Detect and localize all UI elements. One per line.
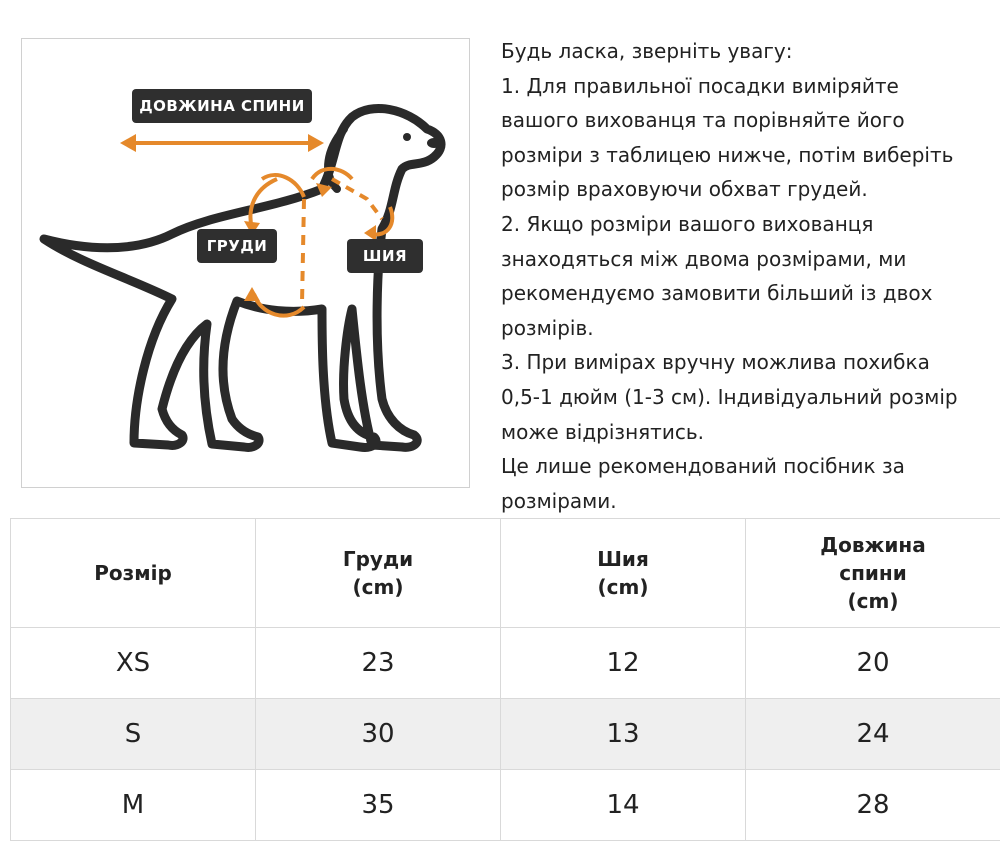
notes-line: розмір враховуючи обхват грудей. — [501, 177, 868, 202]
header-size: Розмір — [11, 519, 256, 628]
table-row — [11, 628, 1000, 699]
neck-label: ШИЯ — [347, 239, 423, 273]
notes-line: знаходяться між двома розмірами, ми — [501, 246, 907, 271]
cell-chest: 35 — [256, 770, 501, 841]
cell-back-length: 24 — [746, 699, 1000, 770]
chest-label: ГРУДИ — [197, 229, 277, 263]
cell-chest: 23 — [256, 628, 501, 699]
cell-chest: 30 — [256, 699, 501, 770]
notes-line: 2. Якщо розміри вашого вихованця — [501, 211, 874, 236]
cell-size: S — [11, 699, 256, 770]
notes-line: розміри з таблицею нижче, потім виберіть — [501, 142, 954, 167]
cell-back-length: 20 — [746, 628, 1000, 699]
cell-neck: 12 — [501, 628, 746, 699]
cell-size: M — [11, 770, 256, 841]
notes-line: 0,5-1 дюйм (1-3 см). Індивідуальний розмір — [501, 384, 958, 409]
cell-back-length: 28 — [746, 770, 1000, 841]
header-neck: Шия (cm) — [501, 519, 746, 628]
header-back-length: Довжина спини (cm) — [746, 519, 1000, 628]
header-chest: Груди (cm) — [256, 519, 501, 628]
cell-size: XS — [11, 628, 256, 699]
notes-line: розмірів. — [501, 315, 594, 340]
table-row — [11, 770, 1000, 841]
notes-line: розмірами. — [501, 488, 617, 513]
cell-neck: 14 — [501, 770, 746, 841]
notes-line: рекомендуємо замовити більший із двох — [501, 281, 933, 306]
back-length-label: ДОВЖИНА СПИНИ — [132, 89, 312, 123]
size-chart-table — [10, 518, 1000, 841]
notes-line: може відрізнятись. — [501, 419, 704, 444]
measurement-notes — [501, 34, 1000, 518]
dog-measurement-diagram — [21, 38, 470, 488]
table-header-row — [11, 519, 1000, 628]
notes-line: 1. Для правильної посадки виміряйте — [501, 73, 899, 98]
notes-line: 3. При вимірах вручну можлива похибка — [501, 350, 930, 375]
table-row — [11, 699, 1000, 770]
notes-line: Це лише рекомендований посібник за — [501, 454, 905, 479]
notes-line: Будь ласка, зверніть увагу: — [501, 39, 793, 63]
cell-neck: 13 — [501, 699, 746, 770]
notes-line: вашого вихованця та порівняйте його — [501, 108, 905, 133]
